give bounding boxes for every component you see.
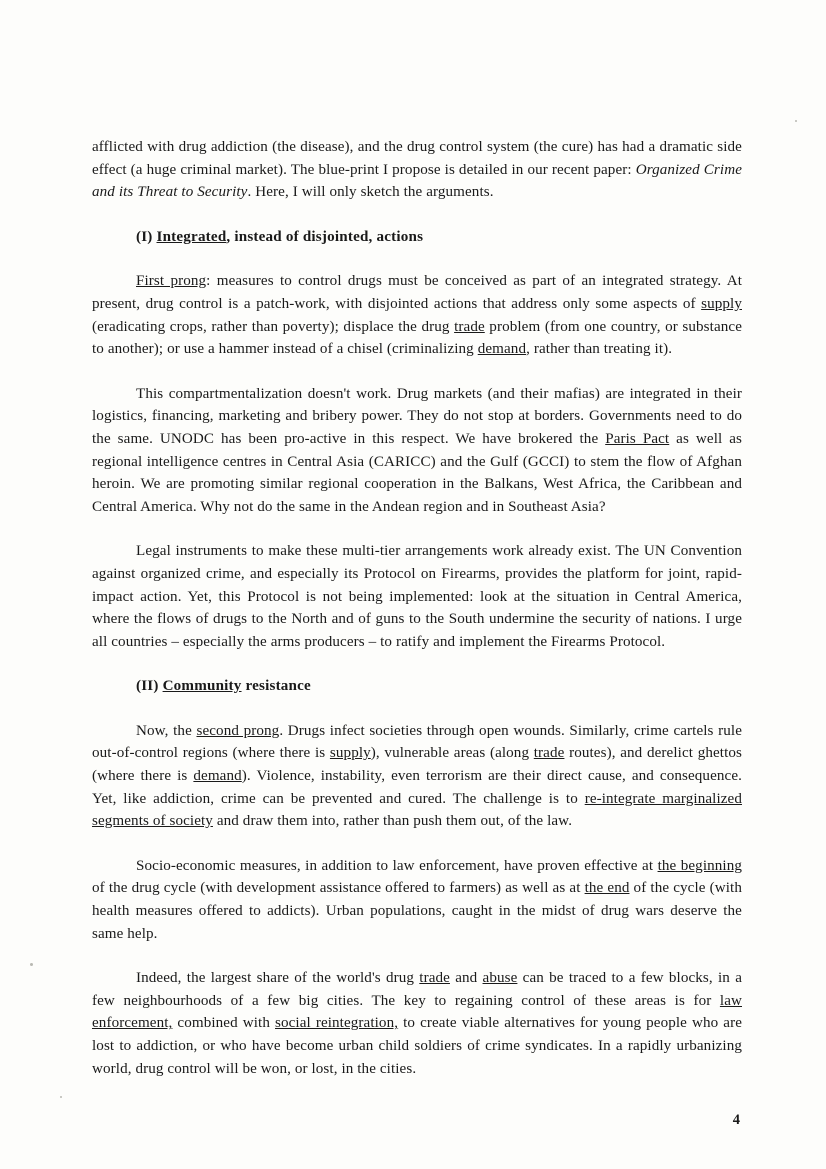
paragraph-compartmentalization	[92, 383, 742, 519]
paragraph-spacer	[92, 653, 742, 675]
text-run: supply	[701, 295, 742, 312]
paragraph-opening	[92, 136, 742, 204]
text-run: trade	[533, 745, 565, 762]
text-run: , rather than treating it).	[526, 341, 673, 358]
text-run: routes), and derelict ghettos (where there is	[92, 745, 742, 785]
text-run: Legal instruments to make these multi-tier arrangements work already exist. The UN Convention against organized crime, and especially its Protocol on Firearms, provides the platform for joint, rapid-impact action. Yet, this Protocol is not being implemented: look at the situation in Central America, where the flows of drugs to the North and of guns to the South undermine the security of nations. I urge all countries – especially the arms producers – to ratify and implement the Firearms Protocol.	[92, 543, 742, 650]
section-heading-community	[92, 675, 742, 698]
text-run: ), vulnerable areas (along	[370, 745, 534, 762]
paragraph-spacer	[92, 518, 742, 540]
text-run: trade	[419, 970, 450, 987]
text-run: Now, the	[136, 722, 197, 739]
text-run: Indeed, the largest share of the world's drug	[136, 970, 420, 987]
text-run: combined with	[172, 1015, 275, 1032]
section-heading-integrated	[92, 226, 742, 249]
paragraph-spacer	[92, 698, 742, 720]
text-run: the end	[584, 880, 630, 897]
paragraph-spacer	[92, 204, 742, 226]
text-run: (I)	[136, 228, 157, 245]
scan-speck	[60, 1096, 62, 1098]
text-run: abuse	[482, 970, 518, 987]
text-run: Organized Crime and its Threat to Security	[92, 161, 742, 201]
text-run: and	[449, 970, 483, 987]
paragraph-legal-instruments	[92, 540, 742, 653]
text-run: Socio-economic measures, in addition to law enforcement, have proven effective at	[136, 857, 658, 874]
text-run: of the drug cycle (with development assistance offered to farmers) as well as at	[92, 880, 585, 897]
text-run: social reintegration,	[275, 1015, 399, 1032]
text-run: : measures to control drugs must be conceived as part of an integrated strategy. At present, drug control is a patch-work, with disjointed actions that address only some aspects of	[92, 273, 742, 312]
paragraph-largest-share	[92, 967, 742, 1080]
paragraph-spacer	[92, 833, 742, 855]
document-body	[92, 136, 742, 1080]
text-run: and draw them into, rather than push them out, of the law.	[212, 813, 573, 830]
paragraph-second-prong	[92, 720, 742, 833]
text-run: First prong	[136, 273, 207, 290]
text-run: Integrated	[156, 228, 227, 245]
text-run: problem (from one country, or substance to another); or use a hammer instead of a chisel (criminalizing	[92, 318, 742, 358]
text-run: re-integrate marginalized segments of society	[92, 790, 742, 830]
text-run: as well as regional intelligence centres in Central Asia (CARICC) and the Gulf (GCCI) to stem the flow of Afghan heroin. We are promoting similar regional cooperation in the Balkans, West Africa, the Caribbean and Central America. Why not do the same in the Andean region and in Southeast Asia?	[92, 430, 743, 515]
text-run: can be traced to a few blocks, in a few neighbourhoods of a few big cities. The key to regaining control of these areas is for	[92, 970, 742, 1009]
text-run: demand	[477, 341, 527, 358]
text-run: resistance	[241, 678, 311, 695]
scan-speck	[30, 963, 33, 966]
text-run: trade	[454, 318, 485, 335]
text-run: demand	[193, 768, 242, 785]
paragraph-socio-economic	[92, 855, 742, 945]
text-run: afflicted with drug addiction (the disease), and the drug control system (the cure) has had a dramatic side effect (a huge criminal market). The blue-print I propose is detailed in our recent paper:	[92, 139, 742, 178]
page-number: 4	[732, 1112, 740, 1128]
text-run: (II)	[136, 678, 163, 695]
paragraph-first-prong	[92, 270, 742, 360]
text-run: , instead of disjointed, actions	[226, 228, 424, 245]
paragraph-spacer	[92, 945, 742, 967]
text-run: to create viable alternatives for young people who are lost to addiction, or who have become urban child soldiers of crime syndicates. In a rapidly urbanizing world, drug control will be won, or lost, in the cities.	[92, 1015, 742, 1077]
text-run: This compartmentalization doesn't work. Drug markets (and their mafias) are integrated in their logistics, financing, marketing and bribery power. They do not stop at borders. Governments need to do the same. UNODC has been pro-active in this respect. We have brokered the	[92, 385, 742, 447]
text-run: (eradicating crops, rather than poverty); displace the drug	[92, 318, 455, 335]
text-run: Community	[162, 678, 242, 695]
text-run: . Here, I will only sketch the arguments.	[247, 184, 494, 201]
text-run: ). Violence, instability, even terrorism are their direct cause, and consequence. Yet, like addiction, crime can be prevented and cured. The challenge is to	[92, 768, 742, 807]
text-run: law enforcement,	[92, 992, 742, 1032]
text-run: Paris Pact	[605, 430, 670, 447]
text-run: second prong	[196, 722, 280, 739]
scan-speck	[795, 120, 797, 122]
paragraph-spacer	[92, 248, 742, 270]
text-run: . Drugs infect societies through open wounds. Similarly, crime cartels rule out-of-control regions (where there is	[92, 722, 742, 762]
text-run: supply	[329, 745, 371, 762]
text-run: the beginning	[657, 857, 742, 874]
paragraph-spacer	[92, 361, 742, 383]
text-run: of the cycle (with health measures offered to addicts). Urban populations, caught in the midst of drug wars deserve the same help.	[92, 880, 742, 942]
